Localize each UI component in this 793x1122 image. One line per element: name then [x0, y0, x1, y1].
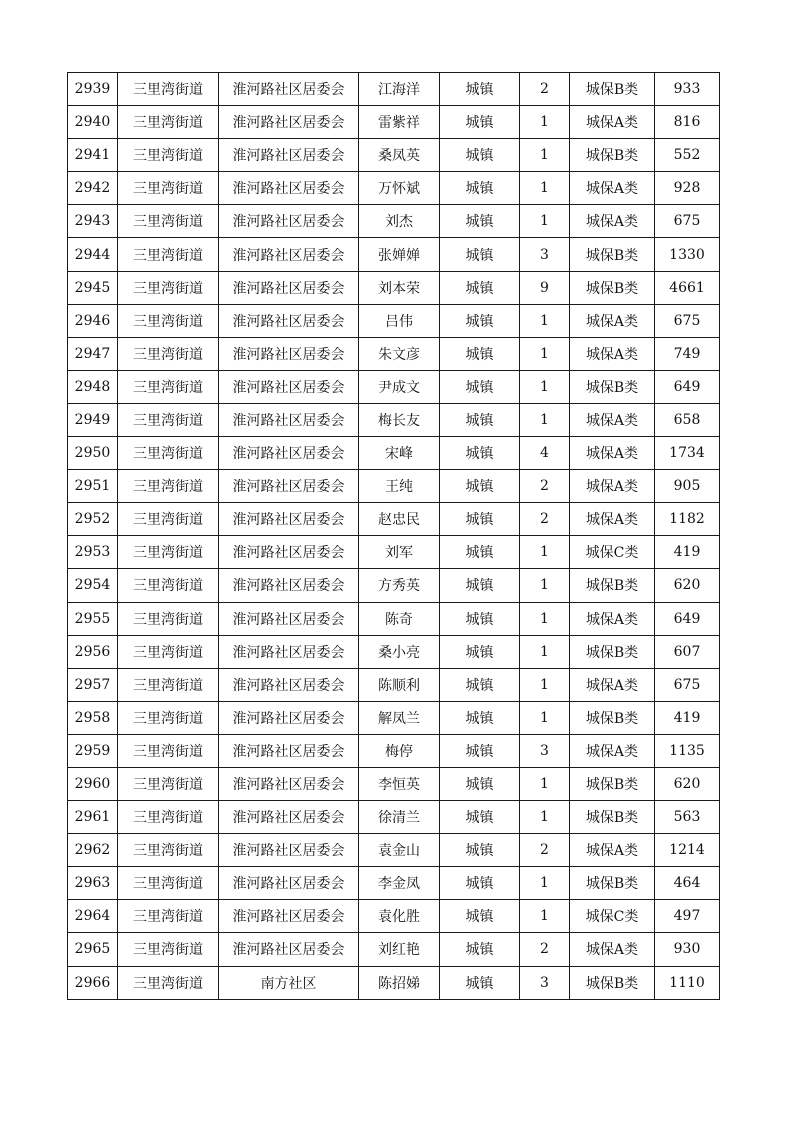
area-type-cell: 城镇	[440, 139, 520, 172]
record-number-cell: 2959	[68, 734, 118, 767]
name-cell: 赵忠民	[359, 503, 440, 536]
insurance-category-cell: 城保A类	[570, 304, 655, 337]
insurance-category-cell: 城保B类	[570, 701, 655, 734]
amount-cell: 620	[655, 569, 720, 602]
record-number-cell: 2947	[68, 337, 118, 370]
household-size-cell: 1	[520, 668, 570, 701]
table-row	[68, 701, 720, 734]
household-size-cell: 1	[520, 602, 570, 635]
table-row	[68, 536, 720, 569]
household-size-cell: 1	[520, 139, 570, 172]
record-number-cell: 2964	[68, 900, 118, 933]
household-size-cell: 1	[520, 536, 570, 569]
name-cell: 刘本荣	[359, 271, 440, 304]
record-number-cell: 2960	[68, 767, 118, 800]
insurance-category-cell: 城保B类	[570, 569, 655, 602]
table-row	[68, 933, 720, 966]
community-cell: 淮河路社区居委会	[219, 834, 359, 867]
record-number-cell: 2963	[68, 867, 118, 900]
record-number-cell: 2966	[68, 966, 118, 999]
insurance-category-cell: 城保A类	[570, 933, 655, 966]
record-number-cell: 2943	[68, 205, 118, 238]
area-type-cell: 城镇	[440, 867, 520, 900]
insurance-category-cell: 城保B类	[570, 271, 655, 304]
name-cell: 袁化胜	[359, 900, 440, 933]
area-type-cell: 城镇	[440, 304, 520, 337]
insurance-category-cell: 城保A类	[570, 470, 655, 503]
street-cell: 三里湾街道	[118, 966, 219, 999]
table-row	[68, 238, 720, 271]
street-cell: 三里湾街道	[118, 337, 219, 370]
record-number-cell: 2962	[68, 834, 118, 867]
area-type-cell: 城镇	[440, 801, 520, 834]
insurance-category-cell: 城保A类	[570, 172, 655, 205]
street-cell: 三里湾街道	[118, 701, 219, 734]
community-cell: 淮河路社区居委会	[219, 734, 359, 767]
name-cell: 方秀英	[359, 569, 440, 602]
community-cell: 淮河路社区居委会	[219, 403, 359, 436]
amount-cell: 649	[655, 602, 720, 635]
community-cell: 淮河路社区居委会	[219, 139, 359, 172]
record-number-cell: 2965	[68, 933, 118, 966]
amount-cell: 928	[655, 172, 720, 205]
street-cell: 三里湾街道	[118, 205, 219, 238]
street-cell: 三里湾街道	[118, 503, 219, 536]
household-size-cell: 1	[520, 569, 570, 602]
name-cell: 陈奇	[359, 602, 440, 635]
name-cell: 袁金山	[359, 834, 440, 867]
street-cell: 三里湾街道	[118, 238, 219, 271]
street-cell: 三里湾街道	[118, 403, 219, 436]
name-cell: 尹成文	[359, 370, 440, 403]
record-number-cell: 2958	[68, 701, 118, 734]
amount-cell: 4661	[655, 271, 720, 304]
household-size-cell: 1	[520, 801, 570, 834]
name-cell: 江海洋	[359, 73, 440, 106]
table-row	[68, 734, 720, 767]
name-cell: 张婵婵	[359, 238, 440, 271]
street-cell: 三里湾街道	[118, 734, 219, 767]
name-cell: 桑凤英	[359, 139, 440, 172]
amount-cell: 419	[655, 701, 720, 734]
amount-cell: 620	[655, 767, 720, 800]
household-size-cell: 2	[520, 503, 570, 536]
area-type-cell: 城镇	[440, 734, 520, 767]
street-cell: 三里湾街道	[118, 602, 219, 635]
household-size-cell: 2	[520, 933, 570, 966]
area-type-cell: 城镇	[440, 437, 520, 470]
community-cell: 淮河路社区居委会	[219, 536, 359, 569]
table-row	[68, 900, 720, 933]
street-cell: 三里湾街道	[118, 271, 219, 304]
record-number-cell: 2942	[68, 172, 118, 205]
area-type-cell: 城镇	[440, 668, 520, 701]
insurance-category-cell: 城保B类	[570, 238, 655, 271]
street-cell: 三里湾街道	[118, 437, 219, 470]
table-row	[68, 569, 720, 602]
record-number-cell: 2941	[68, 139, 118, 172]
record-number-cell: 2946	[68, 304, 118, 337]
amount-cell: 816	[655, 106, 720, 139]
area-type-cell: 城镇	[440, 635, 520, 668]
household-size-cell: 1	[520, 403, 570, 436]
community-cell: 淮河路社区居委会	[219, 602, 359, 635]
area-type-cell: 城镇	[440, 403, 520, 436]
record-number-cell: 2956	[68, 635, 118, 668]
community-cell: 淮河路社区居委会	[219, 900, 359, 933]
insurance-category-cell: 城保C类	[570, 536, 655, 569]
area-type-cell: 城镇	[440, 536, 520, 569]
household-size-cell: 9	[520, 271, 570, 304]
record-number-cell: 2961	[68, 801, 118, 834]
amount-cell: 497	[655, 900, 720, 933]
area-type-cell: 城镇	[440, 767, 520, 800]
table-row	[68, 370, 720, 403]
area-type-cell: 城镇	[440, 106, 520, 139]
community-cell: 淮河路社区居委会	[219, 569, 359, 602]
area-type-cell: 城镇	[440, 205, 520, 238]
amount-cell: 1182	[655, 503, 720, 536]
community-cell: 淮河路社区居委会	[219, 470, 359, 503]
record-number-cell: 2940	[68, 106, 118, 139]
insurance-category-cell: 城保A类	[570, 205, 655, 238]
name-cell: 桑小亮	[359, 635, 440, 668]
street-cell: 三里湾街道	[118, 470, 219, 503]
name-cell: 刘红艳	[359, 933, 440, 966]
insurance-category-cell: 城保C类	[570, 900, 655, 933]
records-table-body	[68, 73, 720, 1000]
community-cell: 淮河路社区居委会	[219, 370, 359, 403]
area-type-cell: 城镇	[440, 966, 520, 999]
household-size-cell: 3	[520, 966, 570, 999]
table-row	[68, 106, 720, 139]
community-cell: 淮河路社区居委会	[219, 106, 359, 139]
area-type-cell: 城镇	[440, 172, 520, 205]
household-size-cell: 2	[520, 73, 570, 106]
community-cell: 淮河路社区居委会	[219, 437, 359, 470]
street-cell: 三里湾街道	[118, 139, 219, 172]
amount-cell: 1110	[655, 966, 720, 999]
table-row	[68, 73, 720, 106]
insurance-category-cell: 城保A类	[570, 602, 655, 635]
street-cell: 三里湾街道	[118, 635, 219, 668]
street-cell: 三里湾街道	[118, 801, 219, 834]
table-row	[68, 966, 720, 999]
household-size-cell: 1	[520, 370, 570, 403]
amount-cell: 1734	[655, 437, 720, 470]
record-number-cell: 2945	[68, 271, 118, 304]
community-cell: 南方社区	[219, 966, 359, 999]
street-cell: 三里湾街道	[118, 569, 219, 602]
street-cell: 三里湾街道	[118, 370, 219, 403]
household-size-cell: 4	[520, 437, 570, 470]
insurance-category-cell: 城保A类	[570, 668, 655, 701]
table-row	[68, 172, 720, 205]
household-size-cell: 1	[520, 701, 570, 734]
area-type-cell: 城镇	[440, 900, 520, 933]
amount-cell: 749	[655, 337, 720, 370]
amount-cell: 1135	[655, 734, 720, 767]
amount-cell: 649	[655, 370, 720, 403]
community-cell: 淮河路社区居委会	[219, 73, 359, 106]
area-type-cell: 城镇	[440, 238, 520, 271]
insurance-category-cell: 城保B类	[570, 767, 655, 800]
table-row	[68, 867, 720, 900]
household-size-cell: 1	[520, 304, 570, 337]
community-cell: 淮河路社区居委会	[219, 503, 359, 536]
insurance-category-cell: 城保A类	[570, 834, 655, 867]
community-cell: 淮河路社区居委会	[219, 304, 359, 337]
amount-cell: 552	[655, 139, 720, 172]
records-sheet	[67, 72, 719, 1000]
name-cell: 梅停	[359, 734, 440, 767]
area-type-cell: 城镇	[440, 602, 520, 635]
insurance-category-cell: 城保B类	[570, 966, 655, 999]
table-row	[68, 437, 720, 470]
area-type-cell: 城镇	[440, 337, 520, 370]
name-cell: 解凤兰	[359, 701, 440, 734]
street-cell: 三里湾街道	[118, 834, 219, 867]
table-row	[68, 668, 720, 701]
insurance-category-cell: 城保A类	[570, 337, 655, 370]
insurance-category-cell: 城保A类	[570, 503, 655, 536]
street-cell: 三里湾街道	[118, 536, 219, 569]
household-size-cell: 2	[520, 470, 570, 503]
table-row	[68, 403, 720, 436]
record-number-cell: 2957	[68, 668, 118, 701]
community-cell: 淮河路社区居委会	[219, 271, 359, 304]
household-size-cell: 1	[520, 172, 570, 205]
record-number-cell: 2954	[68, 569, 118, 602]
community-cell: 淮河路社区居委会	[219, 172, 359, 205]
name-cell: 宋峰	[359, 437, 440, 470]
name-cell: 万怀斌	[359, 172, 440, 205]
record-number-cell: 2948	[68, 370, 118, 403]
household-size-cell: 3	[520, 734, 570, 767]
table-row	[68, 139, 720, 172]
community-cell: 淮河路社区居委会	[219, 801, 359, 834]
name-cell: 李恒英	[359, 767, 440, 800]
record-number-cell: 2949	[68, 403, 118, 436]
amount-cell: 464	[655, 867, 720, 900]
table-row	[68, 337, 720, 370]
name-cell: 吕伟	[359, 304, 440, 337]
street-cell: 三里湾街道	[118, 172, 219, 205]
community-cell: 淮河路社区居委会	[219, 767, 359, 800]
amount-cell: 930	[655, 933, 720, 966]
record-number-cell: 2944	[68, 238, 118, 271]
record-number-cell: 2951	[68, 470, 118, 503]
street-cell: 三里湾街道	[118, 106, 219, 139]
record-number-cell: 2952	[68, 503, 118, 536]
table-row	[68, 635, 720, 668]
area-type-cell: 城镇	[440, 933, 520, 966]
name-cell: 陈顺利	[359, 668, 440, 701]
area-type-cell: 城镇	[440, 470, 520, 503]
household-size-cell: 1	[520, 635, 570, 668]
table-row	[68, 834, 720, 867]
street-cell: 三里湾街道	[118, 304, 219, 337]
amount-cell: 1214	[655, 834, 720, 867]
amount-cell: 1330	[655, 238, 720, 271]
area-type-cell: 城镇	[440, 271, 520, 304]
insurance-category-cell: 城保B类	[570, 801, 655, 834]
table-row	[68, 767, 720, 800]
insurance-category-cell: 城保B类	[570, 635, 655, 668]
community-cell: 淮河路社区居委会	[219, 238, 359, 271]
name-cell: 梅长友	[359, 403, 440, 436]
insurance-category-cell: 城保A类	[570, 403, 655, 436]
table-row	[68, 503, 720, 536]
name-cell: 刘军	[359, 536, 440, 569]
name-cell: 李金凤	[359, 867, 440, 900]
area-type-cell: 城镇	[440, 370, 520, 403]
street-cell: 三里湾街道	[118, 668, 219, 701]
name-cell: 雷紫祥	[359, 106, 440, 139]
community-cell: 淮河路社区居委会	[219, 668, 359, 701]
area-type-cell: 城镇	[440, 701, 520, 734]
household-size-cell: 2	[520, 834, 570, 867]
insurance-category-cell: 城保B类	[570, 73, 655, 106]
insurance-category-cell: 城保A类	[570, 106, 655, 139]
street-cell: 三里湾街道	[118, 900, 219, 933]
area-type-cell: 城镇	[440, 73, 520, 106]
household-size-cell: 3	[520, 238, 570, 271]
household-size-cell: 1	[520, 867, 570, 900]
area-type-cell: 城镇	[440, 503, 520, 536]
insurance-category-cell: 城保B类	[570, 139, 655, 172]
amount-cell: 905	[655, 470, 720, 503]
household-size-cell: 1	[520, 106, 570, 139]
community-cell: 淮河路社区居委会	[219, 701, 359, 734]
amount-cell: 675	[655, 205, 720, 238]
record-number-cell: 2939	[68, 73, 118, 106]
community-cell: 淮河路社区居委会	[219, 635, 359, 668]
record-number-cell: 2955	[68, 602, 118, 635]
amount-cell: 419	[655, 536, 720, 569]
amount-cell: 658	[655, 403, 720, 436]
insurance-category-cell: 城保A类	[570, 437, 655, 470]
street-cell: 三里湾街道	[118, 867, 219, 900]
household-size-cell: 1	[520, 337, 570, 370]
community-cell: 淮河路社区居委会	[219, 867, 359, 900]
community-cell: 淮河路社区居委会	[219, 205, 359, 238]
area-type-cell: 城镇	[440, 834, 520, 867]
community-cell: 淮河路社区居委会	[219, 933, 359, 966]
name-cell: 陈招娣	[359, 966, 440, 999]
insurance-category-cell: 城保B类	[570, 867, 655, 900]
amount-cell: 563	[655, 801, 720, 834]
name-cell: 朱文彦	[359, 337, 440, 370]
insurance-category-cell: 城保B类	[570, 370, 655, 403]
table-row	[68, 801, 720, 834]
community-cell: 淮河路社区居委会	[219, 337, 359, 370]
street-cell: 三里湾街道	[118, 73, 219, 106]
table-row	[68, 205, 720, 238]
name-cell: 王纯	[359, 470, 440, 503]
area-type-cell: 城镇	[440, 569, 520, 602]
household-size-cell: 1	[520, 900, 570, 933]
amount-cell: 607	[655, 635, 720, 668]
amount-cell: 675	[655, 304, 720, 337]
table-row	[68, 304, 720, 337]
table-row	[68, 470, 720, 503]
amount-cell: 933	[655, 73, 720, 106]
street-cell: 三里湾街道	[118, 933, 219, 966]
household-size-cell: 1	[520, 205, 570, 238]
street-cell: 三里湾街道	[118, 767, 219, 800]
amount-cell: 675	[655, 668, 720, 701]
table-row	[68, 271, 720, 304]
insurance-category-cell: 城保A类	[570, 734, 655, 767]
household-size-cell: 1	[520, 767, 570, 800]
name-cell: 刘杰	[359, 205, 440, 238]
record-number-cell: 2953	[68, 536, 118, 569]
record-number-cell: 2950	[68, 437, 118, 470]
name-cell: 徐清兰	[359, 801, 440, 834]
records-table	[67, 72, 720, 1000]
table-row	[68, 602, 720, 635]
